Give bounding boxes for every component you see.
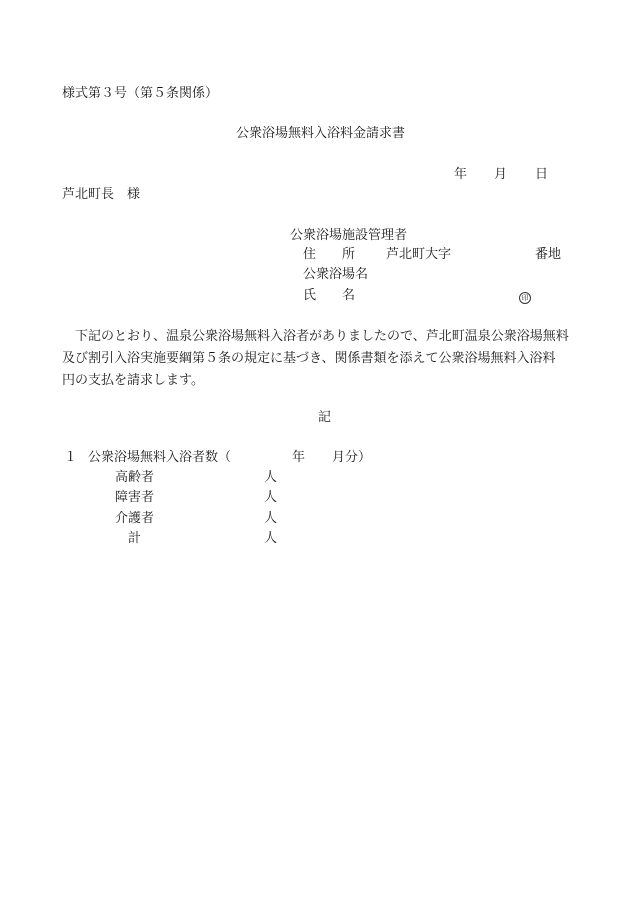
row-label-total: 計	[128, 531, 142, 546]
row-label-caregiver: 介護者	[115, 511, 155, 526]
row-unit-disabled: 人	[264, 490, 278, 505]
ki-heading: 記	[318, 410, 332, 425]
name-label: 氏 名	[303, 288, 356, 303]
seal-mark	[519, 290, 531, 304]
section-title: 公衆浴場無料入浴者数（	[88, 450, 232, 465]
row-label-disabled: 障害者	[115, 490, 155, 505]
form-number: 様式第３号（第５条関係）	[62, 86, 219, 101]
section-year: 年	[292, 450, 306, 465]
claimant-header: 公衆浴場施設管理者	[290, 228, 408, 243]
section-month: 月分）	[332, 450, 372, 465]
body-line: 円の支払を請求します。	[62, 373, 204, 388]
addressee: 芦北町長 様	[62, 187, 141, 202]
seal-stamp: 印	[519, 292, 531, 304]
bath-name-label: 公衆浴場名	[303, 267, 369, 282]
address-label: 住 所	[303, 247, 356, 262]
row-label-elderly: 高齢者	[115, 470, 155, 485]
row-unit-caregiver: 人	[264, 511, 278, 526]
address-suffix: 番地	[535, 247, 562, 262]
section-number: １	[64, 450, 78, 465]
request-body	[62, 326, 592, 392]
date-month: 月	[494, 167, 508, 182]
row-unit-total: 人	[264, 531, 278, 546]
date-year: 年	[454, 167, 468, 182]
row-unit-elderly: 人	[264, 470, 278, 485]
date-day: 日	[535, 167, 549, 182]
body-line: 及び割引入浴実施要綱第５条の規定に基づき、関係書類を添えて公衆浴場無料入浴料	[62, 351, 556, 366]
document-title: 公衆浴場無料入浴料金請求書	[236, 126, 406, 141]
address-value: 芦北町大字	[386, 247, 452, 262]
body-line: 下記のとおり、温泉公衆浴場無料入浴者がありましたので、芦北町温泉公衆浴場無料	[62, 329, 569, 344]
